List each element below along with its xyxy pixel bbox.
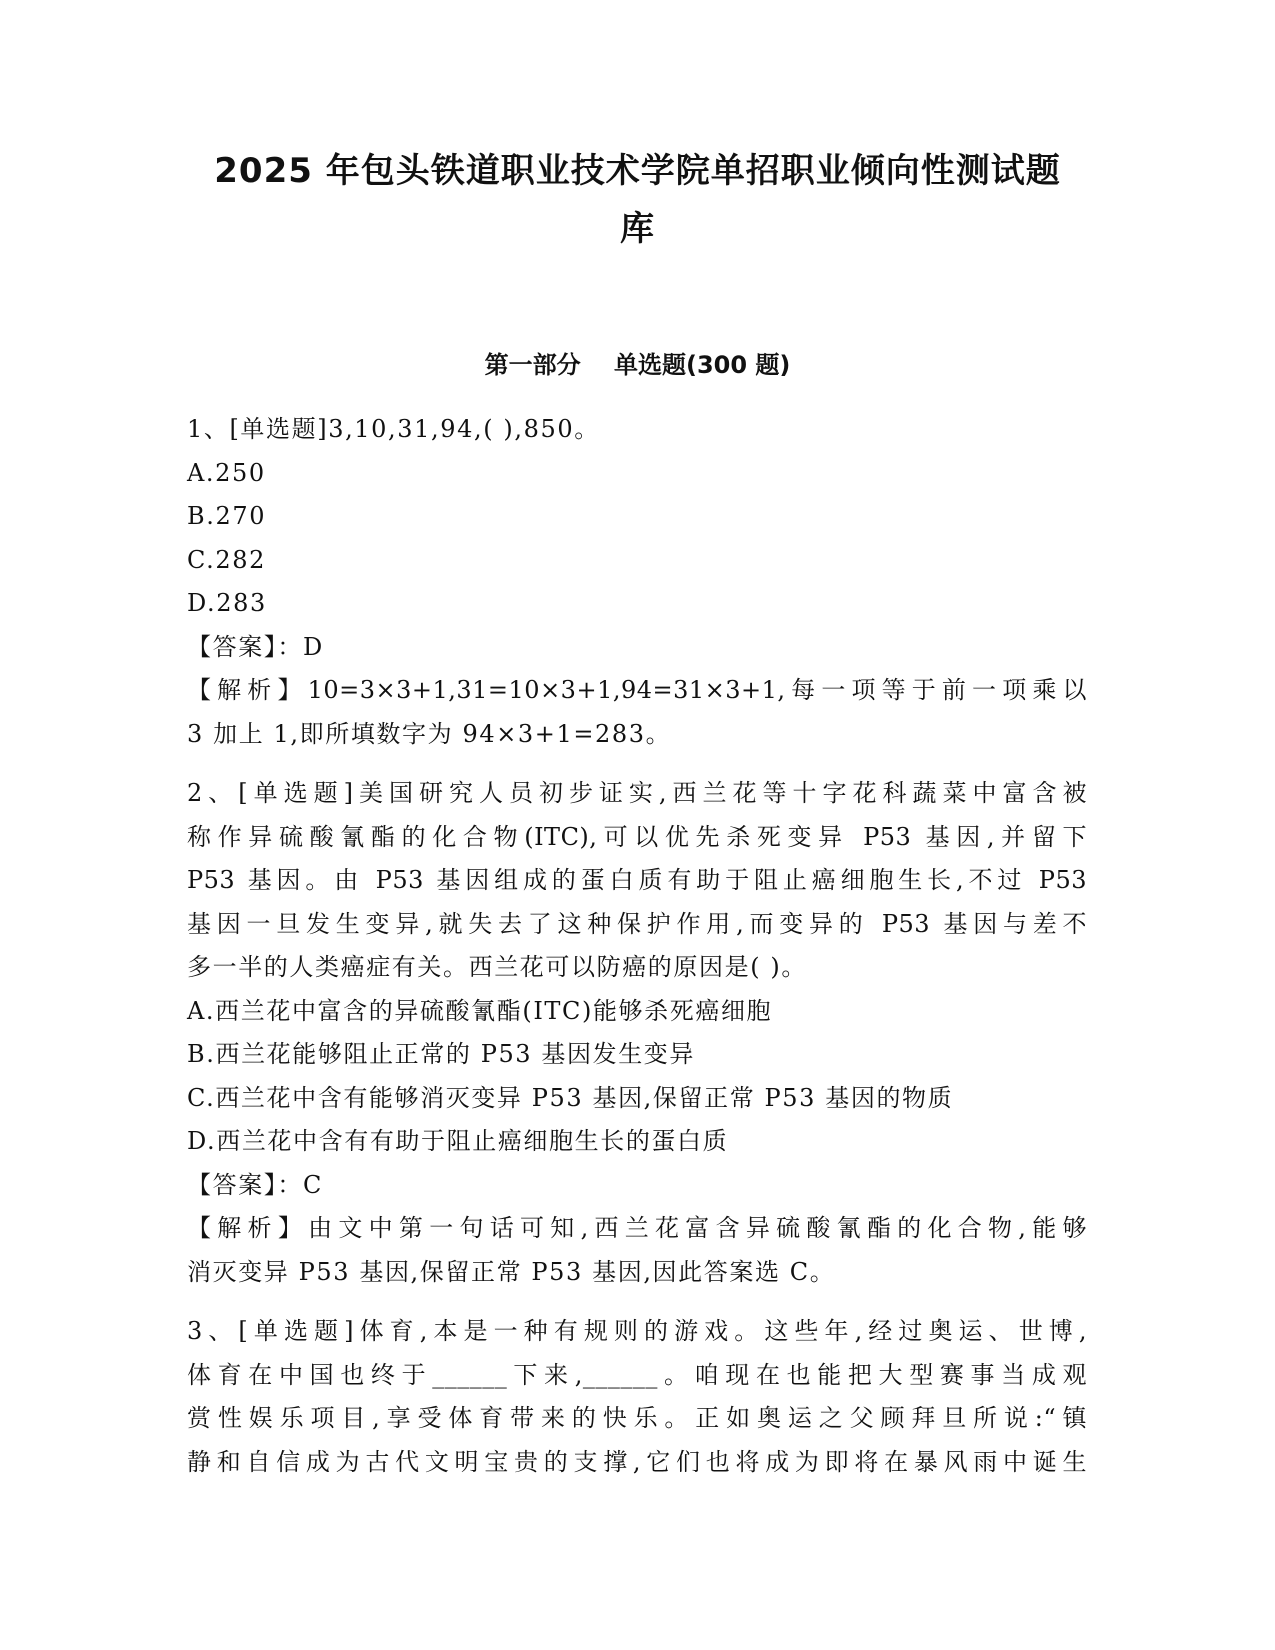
option-b: B.270 [187,502,267,530]
question-stem-line: 基因一旦发生变异,就失去了这种保护作用,而变异的 P53 基因与差不 [187,909,1087,938]
option-c: C.282 [187,545,266,574]
question-1 [187,408,1087,756]
document-title [150,142,1125,258]
analysis-line: 【解析】由文中第一句话可知,西兰花富含异硫酸氰酯的化合物,能够 [187,1214,1087,1242]
question-list [187,408,1087,1484]
option-c: C.西兰花中含有能够消灭变异 P53 基因,保留正常 P53 基因的物质 [187,1083,954,1112]
question-stem-line: 称作异硫酸氰酯的化合物(ITC),可以优先杀死变异 P53 基因,并留下 [187,822,1087,851]
question-3 [187,1310,1087,1484]
answer-line: 【答案】：D [187,632,324,661]
analysis-line: 3 加上 1,即所填数字为 94×3+1=283。 [187,719,672,748]
question-stem-line: 2、[单选题]美国研究人员初步证实,西兰花等十字花科蔬菜中富含被 [187,779,1087,807]
question-stem-line: 1、[单选题]3,10,31,94,( ),850。 [187,415,600,443]
analysis-line: 消灭变异 P53 基因,保留正常 P53 基因,因此答案选 C。 [187,1257,836,1286]
option-d: D.西兰花中含有有助于阻止癌细胞生长的蛋白质 [187,1127,729,1155]
option-a: A.250 [187,458,266,487]
option-a: A.西兰花中富含的异硫酸氰酯(ITC)能够杀死癌细胞 [187,996,773,1025]
title-line-1: 2025 年包头铁道职业技术学院单招职业倾向性测试题 [214,151,1061,191]
question-stem-line: 赏性娱乐项目,享受体育带来的快乐。正如奥运之父顾拜旦所说:“镇 [187,1404,1087,1432]
title-line-2: 库 [620,209,655,249]
analysis-line: 【解析】10=3×3+1,31=10×3+1,94=31×3+1,每一项等于前一项乘以 [187,676,1087,704]
question-stem-line: P53 基因。由 P53 基因组成的蛋白质有助于阻止癌细胞生长,不过 P53 [187,866,1087,894]
option-d: D.283 [187,589,267,617]
question-stem-line: 体育在中国也终于______下来,______。咱现在也能把大型赛事当成观 [187,1360,1087,1389]
option-b: B.西兰花能够阻止正常的 P53 基因发生变异 [187,1040,696,1068]
section-title: 第一部分 单选题(300 题) [484,351,791,379]
question-stem-line: 静和自信成为古代文明宝贵的支撑,它们也将成为即将在暴风雨中诞生 [187,1447,1087,1476]
question-stem-line: 3、[单选题]体育,本是一种有规则的游戏。这些年,经过奥运、世博, [187,1317,1087,1345]
question-stem-line: 多一半的人类癌症有关。西兰花可以防癌的原因是( )。 [187,953,807,981]
answer-line: 【答案】：C [187,1170,323,1199]
question-2 [187,772,1087,1294]
